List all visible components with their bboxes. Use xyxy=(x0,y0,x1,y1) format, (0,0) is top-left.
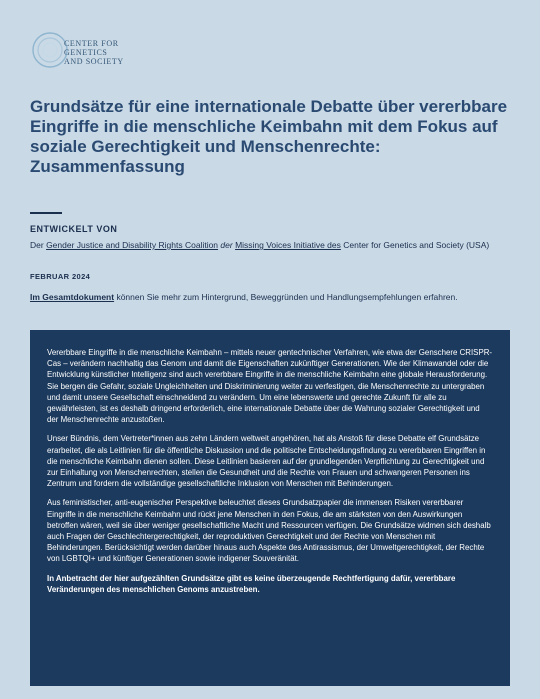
summary-paragraph: Aus feministischer, anti-eugenischer Perspektive beleuchtet dieses Grundsatzpapier die immensen Risiken vererbbarer Eingriffe in die menschliche Keimbahn und rückt jene Menschen in den Fokus, die am stärksten von den Auswirkungen betroffen wären, weil sie über weniger gesellschaftliche Macht und Ressourcen verfügen. Die Grundsätze widmen sich deshalb auch Fragen der Geschlechtergerechtigkeit, der reproduktiven Gerechtigkeit und der Rechte von Menschen mit Behinderungen. Berücksichtigt werden darüber hinaus auch Aspekte des Antirassismus, der Umweltgerechtigkeit, der Rechte von LGBTQI+ und künftiger Generationen sowie indigener Souveränität. xyxy=(47,498,491,564)
full-document-note xyxy=(30,291,520,303)
developed-prefix: Der xyxy=(30,240,47,250)
developed-middle: der xyxy=(218,240,236,250)
logo-line: GENETICS xyxy=(64,48,108,57)
summary-paragraph: Unser Bündnis, dem Vertreter*innen aus zehn Ländern weltweit angehören, hat als Anstoß für diese Debatte elf Grundsätze erarbeitet, die als Leitlinien für die öffentliche Diskussion und die politische Entscheidungsfindung zu vererbbaren Eingriffen in die menschliche Keimbahn dienen sollen. Diese Leitlinien basieren auf der grundlegenden Verpflichtung zu Gerechtigkeit und zur Einhaltung von Menschenrechten, stellen die Gesundheit und die Rechte von Frauen und schwangeren Personen ins Zentrum und fordern die vollständige gesellschaftliche Inklusion von Menschen mit Behinderungen. xyxy=(47,434,486,489)
publication-date: FEBRUAR 2024 xyxy=(30,272,91,281)
full-document-text: können Sie mehr zum Hintergrund, Beweggründen und Handlungsempfehlungen erfahren. xyxy=(114,292,458,302)
developed-suffix: Center for Genetics and Society (USA) xyxy=(340,240,490,250)
logo-line: AND SOCIETY xyxy=(64,57,124,66)
full-document-link[interactable]: Im Gesamtdokument xyxy=(30,292,115,302)
logo-wordmark xyxy=(64,39,124,66)
summary-conclusion: In Anbetracht der hier aufgezählten Grundsätze gibt es keine überzeugende Rechtfertigung dafür, vererbbare Veränderungen des menschlichen Genoms anzustreben. xyxy=(47,573,456,594)
summary-box xyxy=(30,330,510,686)
summary-paragraph: Vererbbare Eingriffe in die menschliche Keimbahn – mittels neuer gentechnischer Verfahren, wie etwa der Genschere CRISPR-Cas – verändern nachhaltig das Genom und damit die Eigenschaften zukünftiger Generationen. Wie der Klimawandel oder die Entwicklung künstlicher Intelligenz sind auch vererbbare Eingriffe in die menschliche Keimbahn eine globale Herausforderung. Sie bergen die Gefahr, soziale Ungleichheiten und Diskriminierung weiter zu verfestigen, die Menschenrechte zu untergraben und damit unsere Gesellschaft einschneidend zu verändern. Um eine lebenswerte und gerechte Zukunft für alle zu gewährleisten, ist es deshalb dringend erforderlich, eine internationale Debatte über die Wahrung sozialer Gerechtigkeit und der Menschenrechte anzustoßen. xyxy=(47,348,493,425)
coalition-link[interactable]: Gender Justice and Disability Rights Coalition xyxy=(46,240,219,250)
cgs-logo xyxy=(30,30,150,80)
developed-by-label: ENTWICKELT VON xyxy=(30,224,118,234)
developed-by-text xyxy=(30,239,515,251)
initiative-link[interactable]: Missing Voices Initiative des xyxy=(235,240,341,250)
page-title: Grundsätze für eine internationale Debatte über vererbbare Eingriffe in die menschliche Keimbahn mit dem Fokus auf soziale Gerechtigkeit und Menschenrechte: Zusammenfassung xyxy=(30,97,508,176)
logo-line: CENTER FOR xyxy=(64,39,119,48)
title-divider xyxy=(30,212,62,214)
